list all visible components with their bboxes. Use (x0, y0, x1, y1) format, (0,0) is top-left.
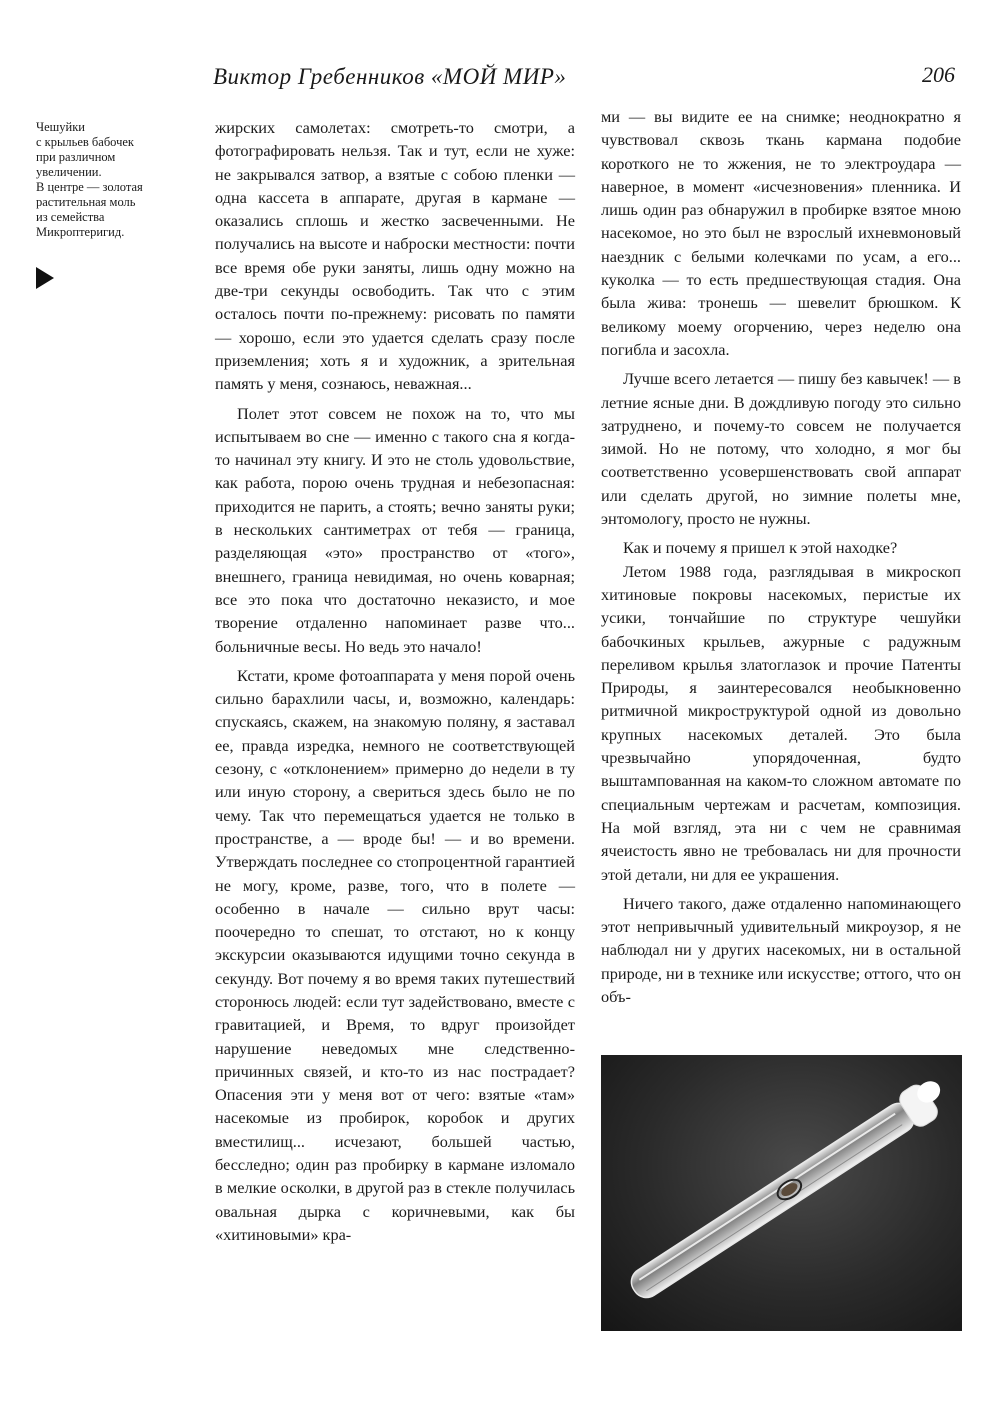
caption-line: Чешуйки (36, 120, 85, 134)
caption-line: Микроптеригид. (36, 225, 125, 239)
caption-line: увеличении. (36, 165, 102, 179)
running-header-title: Виктор Гребенников «МОЙ МИР» (213, 64, 567, 89)
paragraph: Кстати, кроме фотоаппарата у меня порой очень сильно барахлили часы, и, возможно, календарь: спускаясь, скажем, на знакомую поляну, я заставал ее, правда изредка, немного не соответствующей сезону, с «отклонением» примерно до недели в ту или иную сторону, а свериться здесь было не по чему. Так что перемещаться удается не только в пространстве, а — вроде бы! — и во времени. Утверждать последнее со стопроцентной гарантией не могу, кроме, разве, того, что в полете — особенно в начале — сильно врут часы: поочередно то спешат, то отстают, но к концу экскурсии оказываются идущими точно секунда в секунду. Вот почему я во время таких путешествий сторонюсь людей: если тут задействовано, вместе с гравитацией, и Время, то вдруг произойдет нарушение неведомых мне следственно-причинных связей, и кто-то из нас пострадает? Опасения эти у меня вот от чего: взятые «там» насекомые из пробирок, коробок и других вместилищ... исчезают, большей частью, бесследно; один раз пробирку в кармане изломало в мелкие осколки, в другой раз в стекле получилась овальная дырка с коричневыми, как бы «хитиновыми» кра- (215, 665, 575, 1244)
caption-line: при различном (36, 150, 116, 164)
figure-caption (36, 120, 186, 240)
caption-line: с крыльев бабочек (36, 135, 135, 149)
page-number: 206 (922, 62, 955, 87)
right-triangle-arrow-icon (36, 267, 54, 289)
paragraph: жирских самолетах: смотреть-то смотри, а фотографировать нельзя. Так и тут, если не хуже: не закрывался затвор, а взятые с собою пленки — одна кассета в аппарате, другая в кармане — оказались сплошь и жестко засвеченными. Не получались на высоте и наброски местности: почти все время обе руки заняты, лишь одну можно на две-три секунды освободить. Так что с этим осталось почти по-прежнему: рисовать по памяти — хорошо, если это удается сделать сразу после приземления; хоть я и художник, а зрительная память у меня, сознаюсь, неважная... (215, 118, 575, 394)
paragraph: Полет этот совсем не похож на то, что мы испытываем во сне — именно с такого сна я когда-то начинал эту книгу. И это не столь удовольствие, как работа, порою очень трудная и небезопасная: приходится не парить, а стоять; вечно заняты руки; в нескольких сантиметрах от тебя — граница, разделяющая «это» пространство от «того», внешнего, граница невидимая, но очень коварная; все это пока что достаточно неказисто, и мое творение отдаленно напоминает разве что... больничные весы. Но ведь это начало! (215, 403, 575, 656)
paragraph: Летом 1988 года, разглядывая в микроскоп хитиновые покровы насекомых, перистые их усики, тончайшие по структуре чешуйки бабочкиных крыльев, ажурные с радужным переливом крылья златоглазок и прочие Патенты Природы, я заинтересовался необыкновенно ритмичной микроструктурой одной из довольно крупных насекомых деталей. Это была чрезвычайно упорядоченная, будто выштампованная на каком-то сложном автомате по специальным чертежам и расчетам, композиция. На мой взгляд, эта ни с чем не сравнимая ячеистость явно не требовалась ни для прочности этой детали, ни для ее украшения. (601, 561, 961, 884)
text-column-right (601, 105, 961, 1008)
test-tube-image (601, 1055, 962, 1331)
paragraph: Как и почему я пришел к этой находке? (623, 538, 898, 558)
text-column-left (215, 116, 575, 1246)
test-tube-photo (601, 1055, 962, 1331)
caption-line: В центре — золотая (36, 180, 143, 194)
paragraph: ми — вы видите ее на снимке; неоднократно я чувствовал сквозь ткань кармана подобие короткого не то жжения, не то электроудара — наверное, в момент «исчезновения» пленника. И лишь один раз обнаружил в пробирке взятое мною насекомое, но это был не взрослый ихневмоновый наездник с белыми колечками по усам, а его... куколка — то есть предшествующая стадия. Она была жива: тронешь — шевелит брюшком. К великому моему огорчению, через неделю она погибла и засохла. (601, 107, 961, 359)
paragraph: Ничего такого, даже отдаленно напоминающего этот непривычный удивительный микроузор, я не наблюдал ни у других насекомых, ни в остальной природе, ни в технике или искусстве; оттого, что он объ- (601, 893, 961, 1006)
caption-line: из семейства (36, 210, 105, 224)
paragraph: Лучше всего летается — пишу без кавычек! — в летние ясные дни. В дождливую погоду это сильно затруднено, и почему-то совсем не получается зимой. Но не потому, что холодно, я мог бы соответственно усовершенствовать свой аппарат или сделать другой, но зимние полеты мне, энтомологу, просто не нужны. (601, 369, 961, 529)
caption-line: растительная моль (36, 195, 136, 209)
